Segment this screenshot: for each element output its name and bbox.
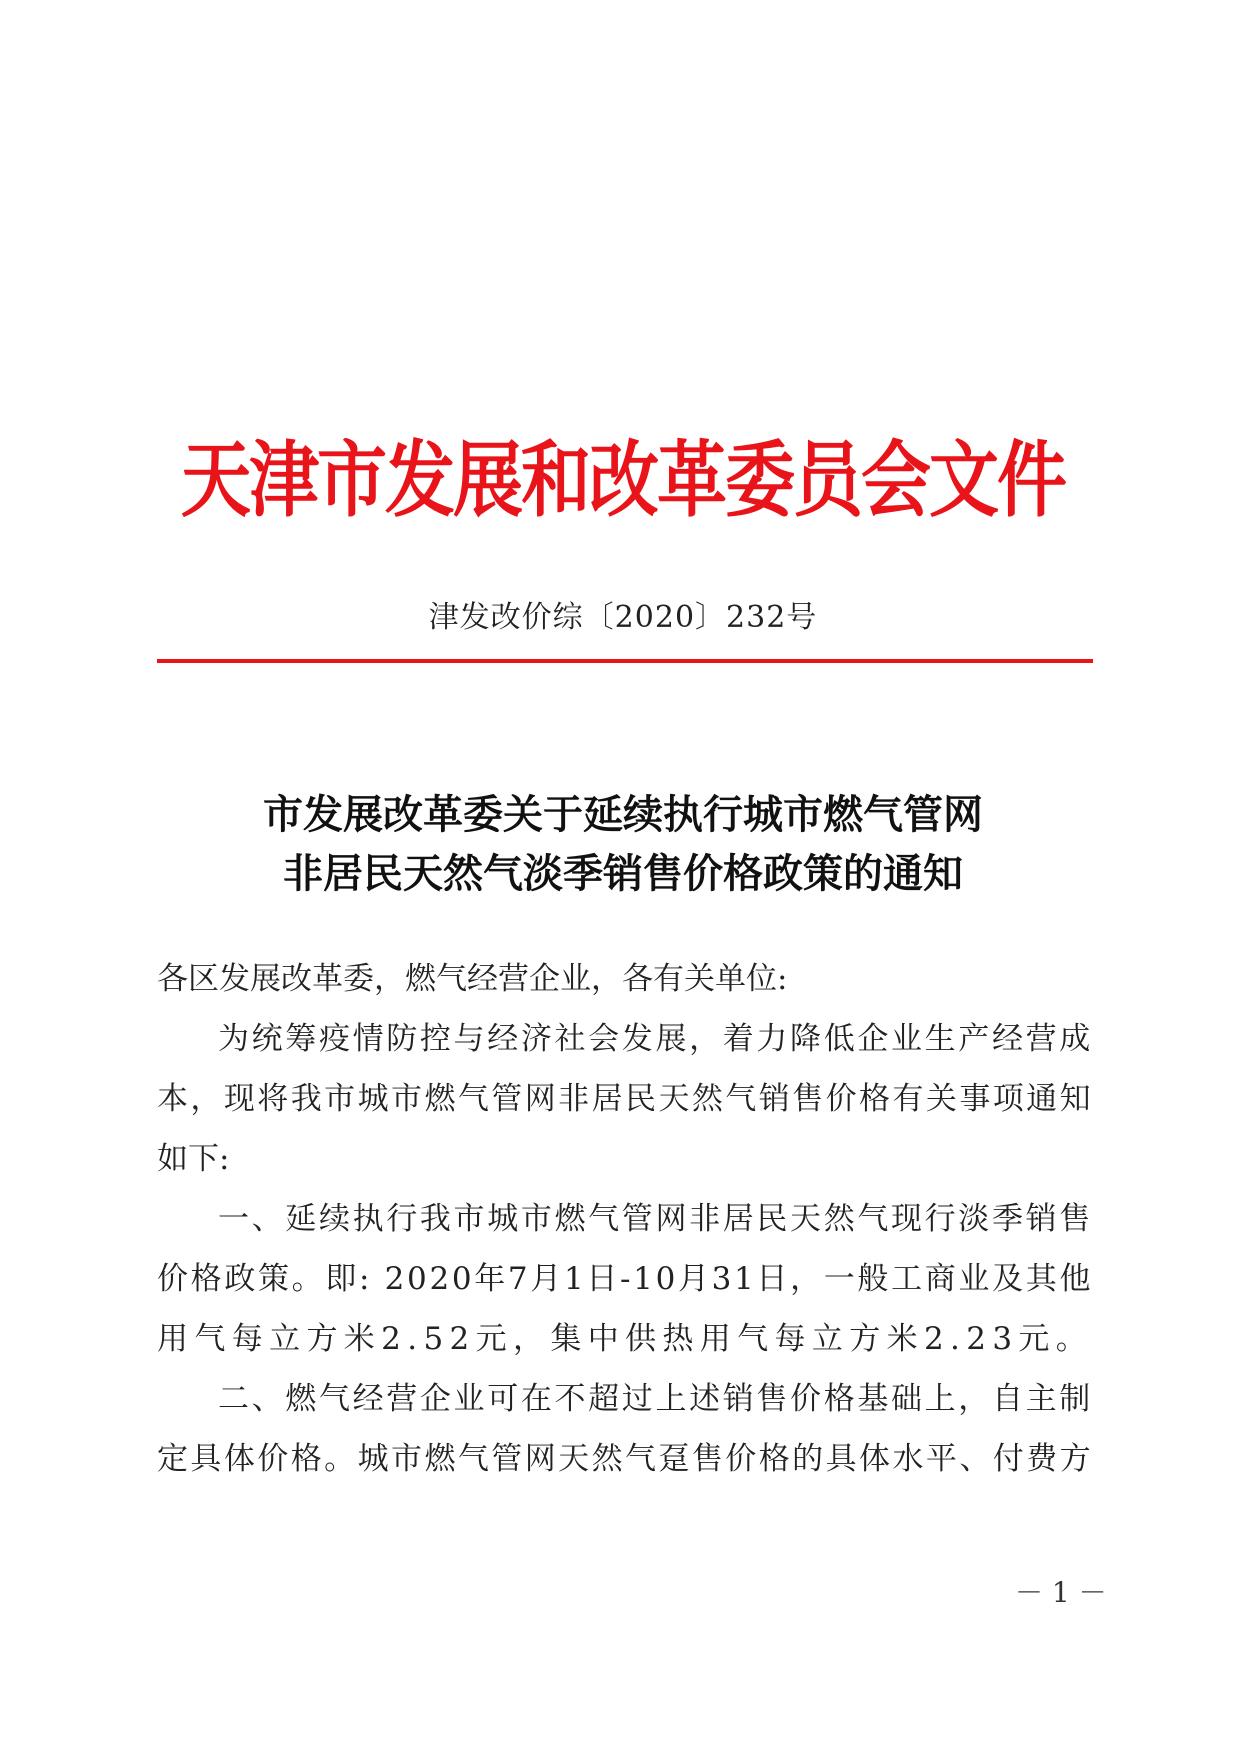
notice-title-line-2: 非居民天然气淡季销售价格政策的通知: [283, 850, 963, 897]
masthead-title: 天津市发展和改革委员会文件: [181, 431, 1065, 528]
notice-title-line-1: 市发展改革委关于延续执行城市燃气管网: [263, 791, 983, 838]
paragraph-2-line-3: 用气每立方米2.52元，集中供热用气每立方米2.23元。: [157, 1321, 1094, 1357]
paragraph-2-line-2: 价格政策。即: 2020年7月1日-10月31日，一般工商业及其他: [157, 1261, 1094, 1297]
paragraph-3-line-2: 定具体价格。城市燃气管网天然气趸售价格的具体水平、付费方: [157, 1441, 1094, 1477]
paragraph-1-line-1: 为统筹疫情防控与经济社会发展，着力降低企业生产经营成: [218, 1021, 1093, 1057]
paragraph-2-line-1: 一、延续执行我市城市燃气管网非居民天然气现行淡季销售: [218, 1201, 1093, 1237]
paragraph-3-line-1: 二、燃气经营企业可在不超过上述销售价格基础上，自主制: [218, 1381, 1093, 1417]
paragraph-1-line-2: 本，现将我市城市燃气管网非居民天然气销售价格有关事项通知: [157, 1081, 1094, 1117]
salutation: 各区发展改革委，燃气经营企业，各有关单位:: [157, 961, 788, 997]
document-number: 津发改价综〔2020〕232号: [428, 600, 818, 635]
red-divider-line: [157, 659, 1093, 663]
red-masthead: [140, 418, 1106, 528]
paragraph-1-line-3: 如下:: [157, 1141, 230, 1177]
page-number: － 1 －: [1015, 1576, 1107, 1609]
